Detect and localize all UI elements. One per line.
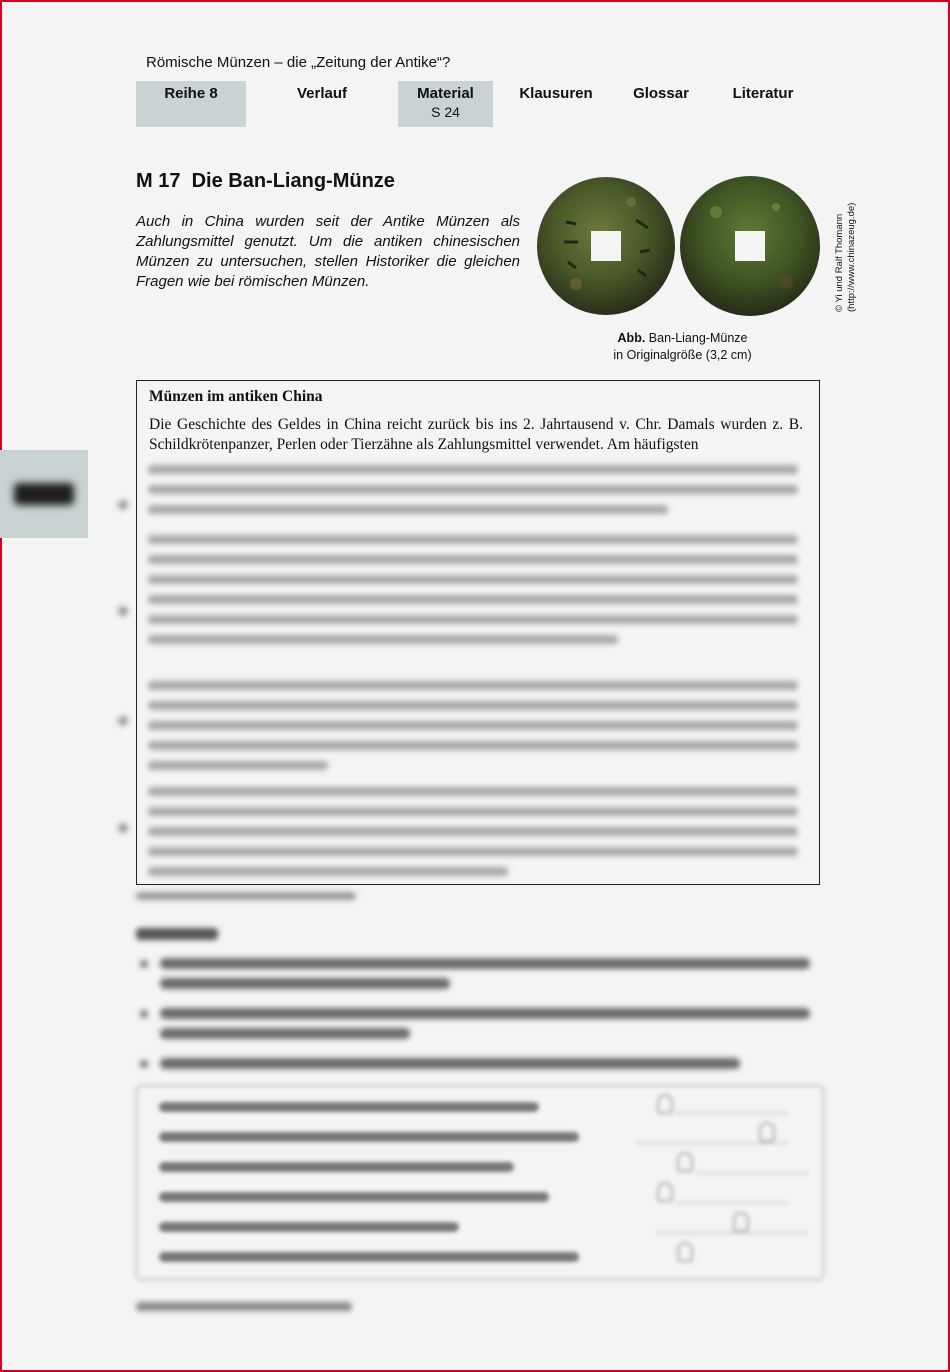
line-number-marker <box>118 716 128 726</box>
tab-material[interactable] <box>398 81 493 127</box>
tab-label: Glossar <box>633 85 689 102</box>
tab-page-number: S 24 <box>431 104 460 120</box>
tab-label: Material <box>417 85 474 102</box>
side-tab-badge <box>0 450 88 538</box>
caption-abbr: Abb. <box>617 331 646 345</box>
tab-klausuren[interactable] <box>506 81 606 127</box>
blurred-source-line <box>136 892 356 900</box>
info-box-title: Münzen im antiken China <box>149 388 323 405</box>
line-number-marker <box>118 823 128 833</box>
line-number-marker <box>118 606 128 616</box>
info-box-text: Die Geschichte des Geldes in China reicht zurück bis ins 2. Jahrtausend v. Chr. Damals wurden z. B. Schildkrötenpanzer, Perlen oder Tierzähne als Zahlungsmittel verwendet. Am häufigsten <box>149 416 803 453</box>
material-heading: M 17 Die Ban-Liang-Münze <box>136 170 395 192</box>
coin-back <box>680 176 820 316</box>
caption-line-1: Ban-Liang-Münze <box>648 331 748 345</box>
riddle-box <box>136 1085 824 1280</box>
blurred-footer <box>136 1302 352 1311</box>
tab-glossar[interactable] <box>620 81 702 127</box>
tab-label: Literatur <box>732 85 794 102</box>
figure-caption <box>590 330 775 364</box>
credit-line-2: (http://www.chinazeug.de) <box>846 202 857 312</box>
tab-label: Reihe 8 <box>164 85 218 102</box>
image-credit <box>832 190 862 310</box>
line-number-marker <box>118 500 128 510</box>
caption-line-2: in Originalgröße (3,2 cm) <box>613 348 752 362</box>
coin-front <box>537 177 675 315</box>
tab-verlauf[interactable] <box>272 81 372 127</box>
tab-label: Verlauf <box>296 85 348 102</box>
side-tab-label <box>14 483 74 505</box>
blurred-text-area <box>136 459 820 889</box>
tab-reihe[interactable] <box>136 81 246 127</box>
tab-label: Klausuren <box>519 85 593 102</box>
material-intro: Auch in China wurden seit der Antike Münzen als Zahlungsmittel genutzt. Um die antiken chinesischen Münzen zu untersuchen, stellen Historiker die gleichen Fragen wie bei römischen Münzen. <box>136 213 520 290</box>
top-navigation <box>136 81 816 127</box>
tab-literatur[interactable] <box>722 81 804 127</box>
series-title: Römische Münzen – die „Zeitung der Antike“? <box>146 54 451 71</box>
coin-image <box>536 172 822 322</box>
credit-line-1: © Yi und Ralf Thomann <box>834 213 845 312</box>
